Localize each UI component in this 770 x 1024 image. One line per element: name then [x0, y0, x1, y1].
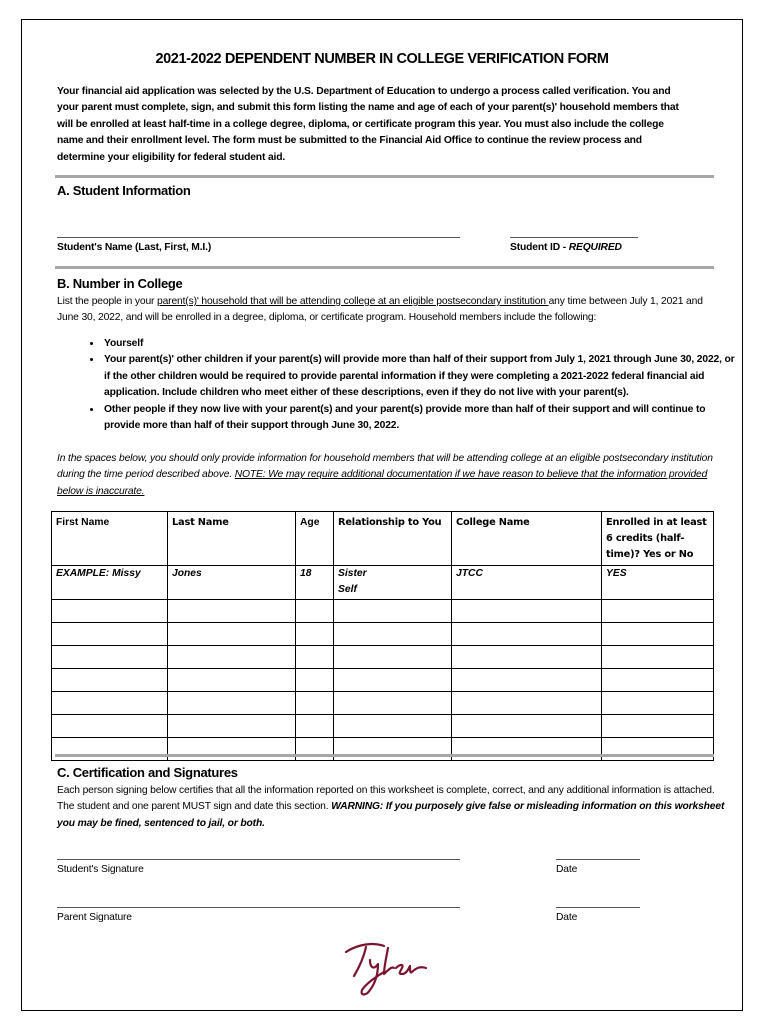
list-item: • Your parent(s)' other children if your parent(s) will provide more than half of their support from July 1, 2021 through June 30, 2022, or if the other children would be required to provide parental information if they were completing a 2021-2022 federal financial aid application. Include children who meet either of these descriptions, even if they do not live with your parent(s). — [102, 352, 742, 401]
table-cell[interactable] — [296, 715, 334, 738]
table-cell[interactable] — [296, 669, 334, 692]
intro-line: Your financial aid application was selected by the U.S. Department of Education to undergo a process called verification. You and — [57, 86, 671, 97]
table-cell[interactable] — [296, 692, 334, 715]
table-cell[interactable] — [334, 738, 452, 761]
col-header-last-name: Last Name — [168, 512, 296, 566]
table-row — [52, 715, 714, 738]
col-header-first-name: First Name — [52, 512, 168, 566]
table-cell[interactable] — [602, 669, 714, 692]
table-cell[interactable] — [168, 669, 296, 692]
warning-text: WARNING: If you purposely give false or misleading information on this worksheet you may be fined, sentenced to jail, or both. — [57, 801, 725, 829]
intro-line: your parent must complete, sign, and submit this form listing the name and age of each of your parent(s)' household members that — [57, 102, 679, 114]
section-b-paragraph: List the people in your parent(s)' household that will be attending college at an eligible postsecondary institution any time between July 1, 2021 and June 30, 2022, and will be enrolled in a degree, diploma, or certificate program. Household members include the following: — [57, 296, 703, 324]
table-cell[interactable] — [52, 738, 168, 761]
table-cell[interactable] — [168, 600, 296, 623]
table-cell[interactable] — [168, 646, 296, 669]
form-title: 2021-2022 DEPENDENT NUMBER IN COLLEGE VERIFICATION FORM — [155, 51, 609, 67]
col-header-college-name: College Name — [452, 512, 602, 566]
table-cell[interactable] — [52, 715, 168, 738]
parent-date-label: Date — [556, 912, 578, 923]
table-cell[interactable] — [168, 623, 296, 646]
section-divider — [55, 266, 714, 269]
table-cell[interactable] — [602, 646, 714, 669]
section-c-heading: C. Certification and Signatures — [57, 765, 238, 780]
table-cell[interactable] — [452, 715, 602, 738]
parent-date-line[interactable] — [556, 907, 640, 908]
student-name-label: Student's Name (Last, First, M.I.) — [57, 242, 212, 253]
table-row — [52, 600, 714, 623]
col-header-enrolled: Enrolled in at least 6 credits (half-time)? Yes or No — [602, 512, 714, 566]
section-b-heading: B. Number in College — [57, 276, 183, 291]
example-relationship: Sister Self — [334, 566, 452, 600]
list-item: • Yourself — [102, 336, 742, 352]
example-enrolled: YES — [602, 566, 714, 600]
table-cell[interactable] — [52, 646, 168, 669]
student-name-line[interactable] — [57, 237, 460, 238]
intro-line: will be enrolled at least half-time in a college degree, diploma, or certificate program this year. You must also include the college — [57, 118, 664, 130]
table-cell[interactable] — [296, 600, 334, 623]
tyler-signature-icon — [340, 938, 432, 1002]
student-date-line[interactable] — [556, 859, 640, 860]
table-cell[interactable] — [452, 646, 602, 669]
parent-signature-line[interactable] — [57, 907, 460, 908]
parent-signature-label: Parent Signature — [57, 912, 132, 923]
student-id-line[interactable] — [510, 237, 638, 238]
section-divider — [55, 175, 714, 178]
table-cell[interactable] — [452, 692, 602, 715]
table-cell[interactable] — [452, 669, 602, 692]
table-cell[interactable] — [602, 738, 714, 761]
col-header-age: Age — [296, 512, 334, 566]
example-college: JTCC — [452, 566, 602, 600]
table-cell[interactable] — [168, 738, 296, 761]
table-cell[interactable] — [334, 715, 452, 738]
table-cell[interactable] — [52, 623, 168, 646]
table-row — [52, 646, 714, 669]
table-header-row — [52, 512, 714, 566]
table-cell[interactable] — [452, 600, 602, 623]
section-a-heading: A. Student Information — [57, 183, 191, 198]
table-cell[interactable] — [452, 623, 602, 646]
example-row — [52, 566, 714, 600]
table-cell[interactable] — [602, 600, 714, 623]
example-first-name: EXAMPLE: Missy — [52, 566, 168, 600]
table-cell[interactable] — [602, 692, 714, 715]
student-signature-line[interactable] — [57, 859, 460, 860]
table-row — [52, 623, 714, 646]
table-cell[interactable] — [602, 623, 714, 646]
student-id-label: Student ID - REQUIRED — [510, 242, 622, 253]
table-cell[interactable] — [52, 692, 168, 715]
table-cell[interactable] — [452, 738, 602, 761]
table-cell[interactable] — [168, 715, 296, 738]
section-divider — [55, 754, 714, 757]
form-page — [21, 19, 743, 1011]
example-last-name: Jones — [168, 566, 296, 600]
table-cell[interactable] — [52, 600, 168, 623]
table-cell[interactable] — [334, 623, 452, 646]
required-flag: REQUIRED — [568, 242, 622, 253]
intro-paragraph — [57, 84, 717, 166]
list-item: • Other people if they now live with your parent(s) and your parent(s) provide more than half of their support and will continue to provide more than half of their support through June 30, 2022. — [102, 402, 742, 435]
table-cell[interactable] — [334, 600, 452, 623]
intro-line: determine your eligibility for federal student aid. — [57, 151, 286, 163]
intro-line: name and their enrollment level. The form must be submitted to the Financial Aid Office to continue the review process and — [57, 135, 642, 147]
table-cell[interactable] — [296, 646, 334, 669]
table-instructions: In the spaces below, you should only provide information for household members that will be attending college at an eligible postsecondary institution during the time period described above. NOTE: We may require additional documentation if we have reason to believe that the information provided below is inaccurate. — [57, 453, 713, 497]
student-date-label: Date — [556, 864, 578, 875]
table-cell[interactable] — [296, 738, 334, 761]
table-row — [52, 669, 714, 692]
student-signature-label: Student's Signature — [57, 864, 144, 875]
household-members-list — [82, 336, 742, 434]
col-header-relationship: Relationship to You — [334, 512, 452, 566]
example-age: 18 — [296, 566, 334, 600]
table-cell[interactable] — [602, 715, 714, 738]
table-cell[interactable] — [334, 669, 452, 692]
household-college-table — [51, 511, 714, 761]
table-row — [52, 738, 714, 761]
table-cell[interactable] — [52, 669, 168, 692]
certification-paragraph: Each person signing below certifies that all the information reported on this worksheet is complete, correct, and any additional information is attached. The student and one parent MUST sign and date this section. WARNING: If you purposely give false or misleading information on this worksheet you may be fined, sentenced to jail, or both. — [57, 785, 725, 829]
table-cell[interactable] — [168, 692, 296, 715]
table-cell[interactable] — [334, 692, 452, 715]
table-cell[interactable] — [334, 646, 452, 669]
table-cell[interactable] — [296, 623, 334, 646]
table-row — [52, 692, 714, 715]
